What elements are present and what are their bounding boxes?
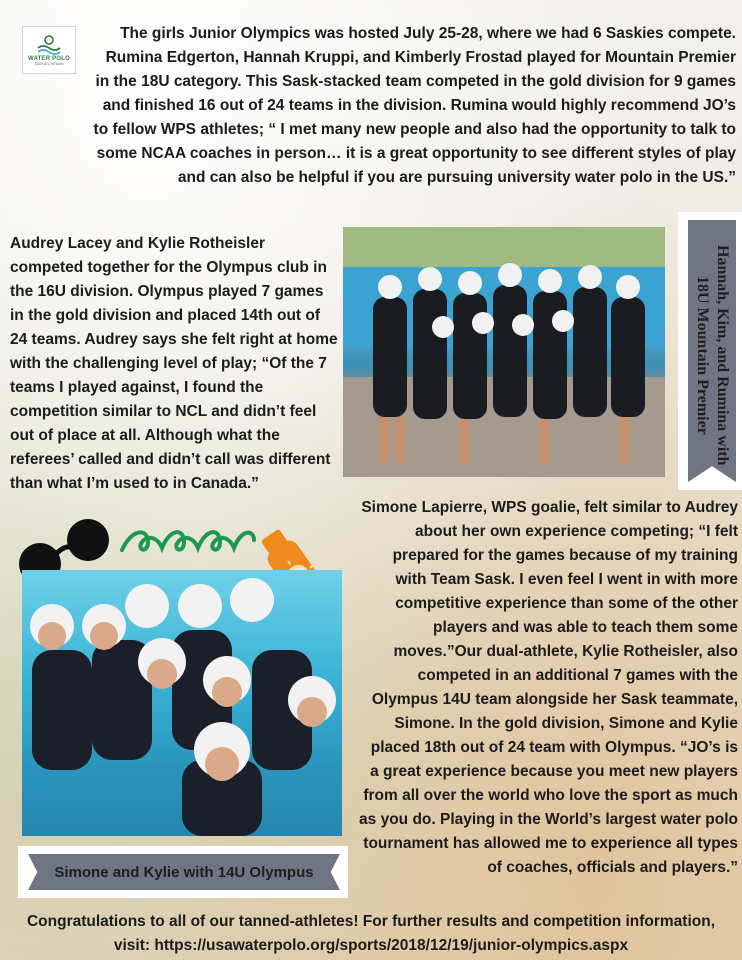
team-group-illustration [343, 227, 665, 477]
olympus-caption-banner [18, 846, 348, 898]
swimmer-logo-icon [34, 34, 64, 56]
logo-subtitle: SASKATCHEWAN [34, 62, 64, 66]
team-18u-photo [343, 227, 665, 477]
simone-paragraph: Simone Lapierre, WPS goalie, felt similar to Audrey about her own experience competing; “I felt prepared for the games because of my training with Team Sask. I even feel I went in with more competitive experience than some of the other players and was able to teach them some moves.”Our dual-athlete, Kylie Rotheisler, also competed in an additional 7 games with the Olympus 14U team alongside her Sask teammate, Simone. In the gold division, Simone and Kylie placed 18th out of 24 team with Olympus. “JO’s is a great experience because you meet new players from all over the world who love the sport as much as you do. Playing in the World’s largest water polo tournament has allowed me to experience all types of coaches, officials and players.” [359, 499, 738, 876]
team-18u-caption-banner [678, 212, 742, 490]
olympus-caption: Simone and Kylie with 14U Olympus [54, 863, 314, 881]
logo-title: WATER POLO [28, 56, 70, 62]
waves-icon [118, 520, 258, 560]
team-18u-caption: Hannah, Kim, and Rumina with 18U Mountain Premier [694, 244, 731, 466]
pool-group-illustration [22, 570, 342, 836]
olympus-14u-photo [22, 570, 342, 836]
water-polo-logo [22, 26, 76, 74]
audrey-paragraph: Audrey Lacey and Kylie Rotheisler competed together for the Olympus club in the 16U division. Olympus played 7 games in the gold division and placed 14th out of 24 teams. Audrey says she felt right at home with the challenging level of play; “Of the 7 teams I played against, I found the competition similar to NCL and didn’t feel out of place at all. Although what the referees’ called and didn’t call was different than what I’m used to in Canada.” [10, 235, 338, 492]
intro-paragraph: The girls Junior Olympics was hosted July 25-28, where we had 6 Saskies compete. Rumina Edgerton, Hannah Kruppi, and Kimberly Frostad played for Mountain Premier in the 18U category. This Sask-stacked team competed in the gold division for 9 games and finished 16 out of 24 teams in the division. Rumina would highly recommend JO’s to fellow WPS athletes; “ I met many new people and also had the opportunity to talk to some NCAA coaches in person… it is a great opportunity to see different styles of play and can also be helpful if you are pursuing university water polo in the US.” [93, 25, 736, 186]
closing-paragraph: Congratulations to all of our tanned-athletes! For further results and competition information, visit: https://usawaterpolo.org/sports/2018/12/19/junior-olympics.aspx [26, 913, 716, 954]
